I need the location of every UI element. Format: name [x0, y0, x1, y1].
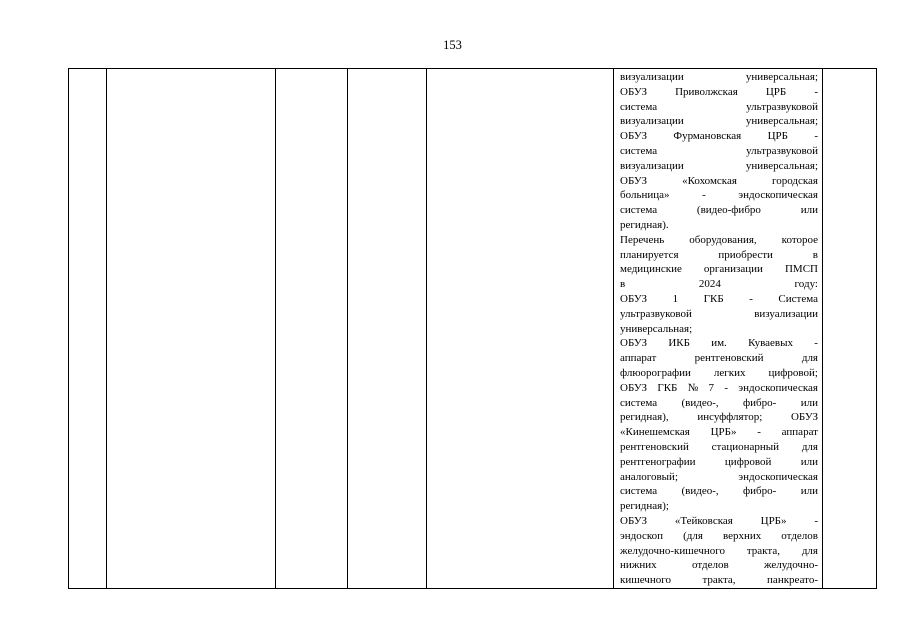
description-line — [620, 322, 818, 337]
description-word: желудочно-кишечного — [620, 544, 725, 557]
description-word: городская — [771, 174, 818, 187]
description-word: универсальная; — [620, 322, 693, 335]
description-line — [620, 129, 818, 144]
description-word: «Тейковская — [674, 514, 733, 527]
description-word: легких — [713, 366, 746, 379]
description-word: регидная), — [620, 411, 669, 424]
description-word: ОБУЗ — [620, 381, 648, 394]
description-line — [620, 514, 818, 529]
description-word: система — [620, 144, 658, 157]
description-word: ультразвуковой — [746, 100, 818, 113]
description-word: регидная). — [620, 218, 669, 231]
description-word: в — [620, 278, 626, 291]
description-word: «Кохомская — [682, 174, 737, 187]
table-cell-col3 — [276, 69, 348, 589]
description-word: эндоскопическая — [738, 470, 818, 483]
description-word: которое — [781, 233, 818, 246]
description-word: фибро- — [743, 396, 777, 409]
table-row — [69, 69, 877, 589]
description-word: аппарат — [781, 426, 818, 439]
description-word: ОБУЗ — [620, 85, 648, 98]
description-word: желудочно- — [763, 559, 818, 572]
description-word: медицинские — [620, 263, 682, 276]
description-word: визуализации — [620, 159, 684, 172]
description-word: организации — [703, 263, 763, 276]
description-line — [620, 381, 818, 396]
description-word: Приволжская — [675, 85, 738, 98]
description-word: универсальная; — [745, 115, 818, 128]
description-word: аппарат — [620, 352, 657, 365]
description-line — [620, 100, 818, 115]
description-word: или — [800, 396, 818, 409]
description-word: приобрести — [718, 248, 773, 261]
description-word: тракта, — [746, 544, 780, 557]
description-word: визуализации — [754, 307, 818, 320]
description-line — [620, 573, 818, 588]
description-word: «Кинешемская — [620, 426, 690, 439]
description-word: (видео-фибро — [696, 204, 761, 217]
description-word: оборудования, — [689, 233, 757, 246]
description-word: (видео-, — [681, 485, 719, 498]
description-word: эндоскоп — [620, 529, 664, 542]
description-line — [620, 425, 818, 440]
description-word: 1 — [672, 292, 679, 305]
description-word: ГКБ — [657, 381, 678, 394]
description-word: - — [724, 381, 729, 394]
description-word: эндоскопическая — [738, 381, 818, 394]
description-word: Система — [778, 292, 818, 305]
description-word: ОБУЗ — [620, 130, 648, 143]
description-word: - — [814, 337, 818, 350]
table-cell-col4 — [348, 69, 427, 589]
description-word: универсальная; — [745, 71, 818, 83]
description-word: Куваевых — [748, 337, 794, 350]
description-word: - — [749, 292, 753, 305]
description-line — [620, 396, 818, 411]
description-word: им. — [711, 337, 727, 350]
description-line — [620, 233, 818, 248]
description-word: нижних — [620, 559, 657, 572]
description-word: стационарный — [711, 440, 780, 453]
table-cell-number — [69, 69, 107, 589]
description-word: система — [620, 485, 658, 498]
description-word: или — [800, 455, 818, 468]
description-word: - — [757, 426, 761, 439]
description-word: или — [800, 485, 818, 498]
description-word: верхних — [722, 529, 762, 542]
description-line — [620, 410, 818, 425]
description-word: (для — [683, 529, 703, 542]
description-word: ЦРБ — [765, 85, 787, 98]
description-line — [620, 218, 818, 233]
description-word: рентгеновский — [694, 352, 764, 365]
description-word: - — [814, 85, 818, 98]
description-word: ПМСП — [784, 263, 818, 276]
description-line — [620, 366, 818, 381]
description-line — [620, 544, 818, 559]
description-word: цифровой — [724, 455, 772, 468]
description-word: для — [801, 544, 818, 557]
description-word: ЦРБ — [767, 130, 788, 143]
description-line — [620, 336, 818, 351]
table-cell-col7 — [823, 69, 877, 589]
description-line — [620, 262, 818, 277]
description-line — [620, 159, 818, 174]
description-word: больница» — [620, 189, 670, 202]
description-word: 7 — [708, 381, 715, 394]
description-line — [620, 174, 818, 189]
description-word: отделов — [691, 559, 729, 572]
description-word: система — [620, 100, 658, 113]
description-word: кишечного — [620, 574, 671, 587]
description-word: визуализации — [620, 115, 684, 128]
description-word: фибро- — [743, 485, 777, 498]
description-word: инсуффлятор; — [697, 411, 763, 424]
description-word: эндоскопическая — [738, 189, 818, 202]
description-word: или — [800, 204, 818, 217]
description-word: универсальная; — [745, 159, 818, 172]
description-word: № — [687, 381, 699, 394]
description-line — [620, 70, 818, 85]
description-word: Перечень — [620, 233, 665, 246]
description-word: для — [801, 440, 818, 453]
description-word: ОБУЗ — [620, 514, 648, 527]
description-word: регидная); — [620, 500, 669, 513]
description-word: ОБУЗ — [620, 337, 648, 350]
description-word: ультразвуковой — [746, 144, 818, 157]
description-word: ОБУЗ — [790, 411, 818, 424]
description-line — [620, 85, 818, 100]
description-word: система — [620, 396, 658, 409]
description-word: году: — [794, 278, 818, 291]
description-word: ОБУЗ — [620, 174, 648, 187]
description-line — [620, 529, 818, 544]
description-word: цифровой; — [768, 366, 818, 379]
description-word: ОБУЗ — [620, 292, 648, 305]
table-cell-name — [107, 69, 276, 589]
description-word: панкреато- — [767, 574, 818, 587]
description-word: аналоговый; — [620, 470, 679, 483]
description-line — [620, 144, 818, 159]
description-word: ультразвуковой — [620, 307, 692, 320]
description-line — [620, 292, 818, 307]
table-cell-col5 — [427, 69, 614, 589]
description-word: флюорографии — [620, 366, 691, 379]
description-line — [620, 455, 818, 470]
description-word: тракта, — [702, 574, 736, 587]
description-text — [620, 70, 818, 588]
description-word: 2024 — [698, 278, 721, 291]
description-word: рентгеновский — [620, 440, 689, 453]
description-word: - — [702, 189, 706, 202]
description-word: система — [620, 204, 658, 217]
description-word: для — [801, 352, 818, 365]
description-word: (видео-, — [681, 396, 719, 409]
description-word: ИКБ — [668, 337, 690, 350]
description-word: Фурмановская — [673, 130, 742, 143]
description-word: - — [814, 514, 818, 527]
description-word: визуализации — [620, 71, 684, 83]
description-line — [620, 440, 818, 455]
description-word: - — [814, 130, 818, 143]
description-line — [620, 307, 818, 322]
description-line — [620, 470, 818, 485]
description-line — [620, 351, 818, 366]
description-word: планируется — [620, 248, 679, 261]
description-word: ГКБ — [703, 292, 724, 305]
description-line — [620, 484, 818, 499]
description-line — [620, 499, 818, 514]
description-line — [620, 188, 818, 203]
description-word: ЦРБ» — [710, 426, 737, 439]
description-line — [620, 248, 818, 263]
description-line — [620, 203, 818, 218]
page-number: 153 — [443, 38, 462, 52]
description-line — [620, 558, 818, 573]
description-line — [620, 114, 818, 129]
description-word: в — [812, 248, 818, 261]
description-word: отделов — [781, 529, 818, 542]
description-word: ЦРБ» — [760, 514, 787, 527]
description-line — [620, 277, 818, 292]
description-word: рентгенографии — [620, 455, 696, 468]
table-cell-description — [614, 69, 823, 589]
document-table — [68, 68, 877, 589]
